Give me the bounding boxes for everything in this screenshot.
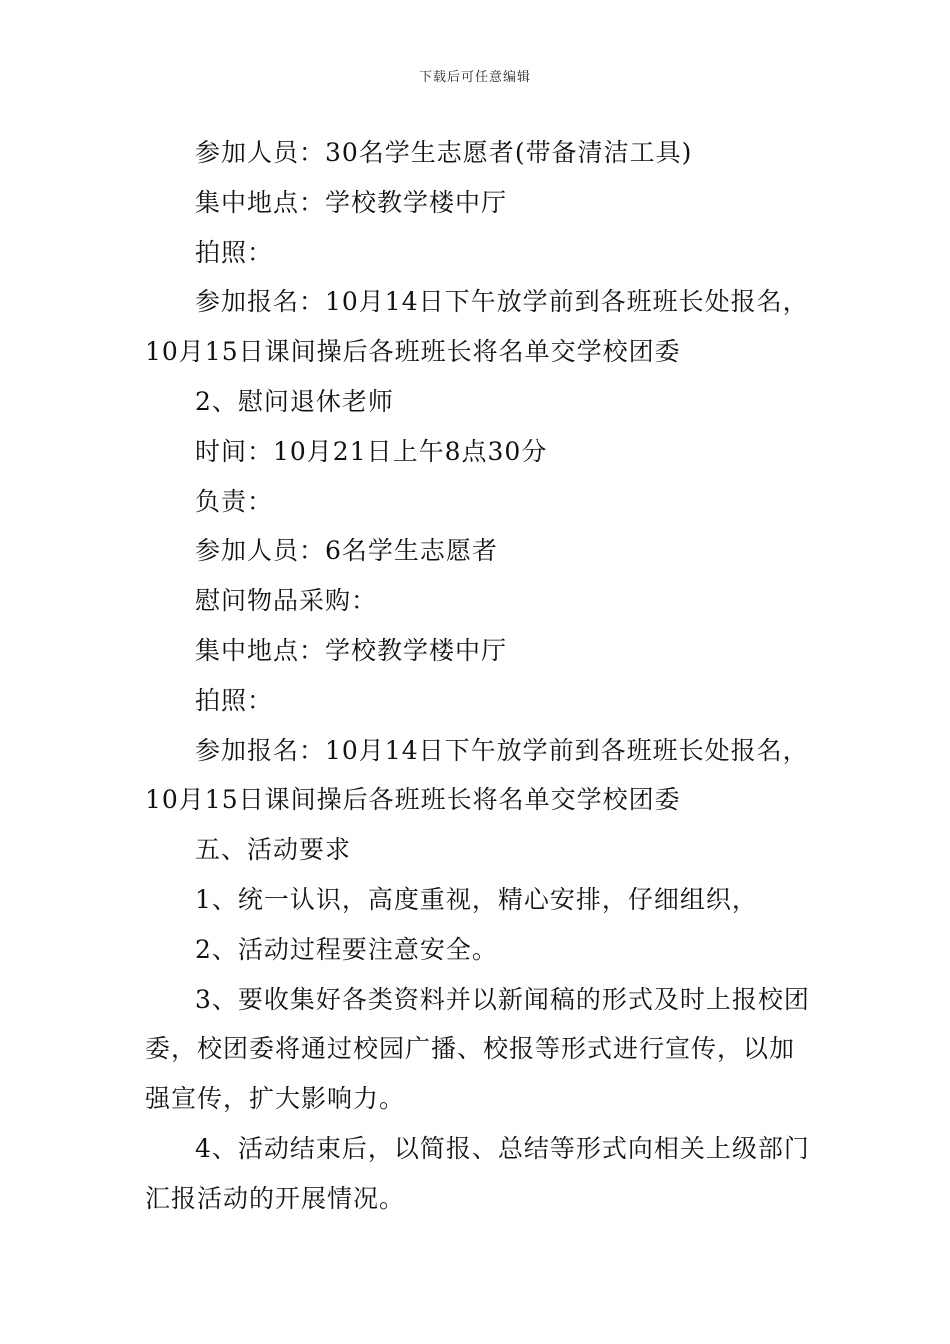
paragraph-meeting-place-2: 集中地点：学校教学楼中厅 (195, 635, 508, 665)
requirement-3: 3、要收集好各类资料并以新闻稿的形式及时上报校团 (195, 984, 810, 1014)
requirement-3-cont-1: 委，校团委将通过校园广播、校报等形式进行宣传，以加 (145, 1034, 796, 1064)
paragraph-registration-2: 参加报名：10月14日下午放学前到各班班长处报名， (195, 735, 809, 765)
paragraph-registration-1-cont: 10月15日课间操后各班班长将名单交学校团委 (145, 337, 681, 367)
paragraph-photo-1: 拍照： (195, 237, 274, 267)
requirement-1: 1、统一认识，高度重视，精心安排，仔细组织， (195, 884, 758, 914)
document-body (145, 128, 825, 1224)
paragraph-item-2-heading: 2、慰问退休老师 (195, 386, 394, 416)
paragraph-registration-2-cont: 10月15日课间操后各班班长将名单交学校团委 (145, 785, 681, 815)
paragraph-purchasing: 慰问物品采购： (195, 586, 378, 616)
paragraph-meeting-place-1: 集中地点：学校教学楼中厅 (195, 187, 508, 217)
paragraph-time: 时间：10月21日上午8点30分 (195, 436, 548, 466)
requirement-3-cont-2: 强宣传，扩大影响力。 (145, 1084, 406, 1114)
requirement-4-cont: 汇报活动的开展情况。 (145, 1183, 406, 1213)
paragraph-participants-2: 参加人员：6名学生志愿者 (195, 536, 498, 566)
page-header: 下载后可任意编辑 (418, 70, 531, 85)
paragraph-responsible: 负责： (195, 486, 274, 516)
requirement-4: 4、活动结束后，以简报、总结等形式向相关上级部门 (195, 1133, 810, 1163)
paragraph-photo-2: 拍照： (195, 685, 274, 715)
section-heading-requirements: 五、活动要求 (195, 835, 352, 865)
requirement-2: 2、活动过程要注意安全。 (195, 934, 498, 964)
paragraph-registration-1: 参加报名：10月14日下午放学前到各班班长处报名， (195, 287, 809, 317)
paragraph-participants-1: 参加人员：30名学生志愿者(带备清洁工具) (195, 138, 693, 167)
